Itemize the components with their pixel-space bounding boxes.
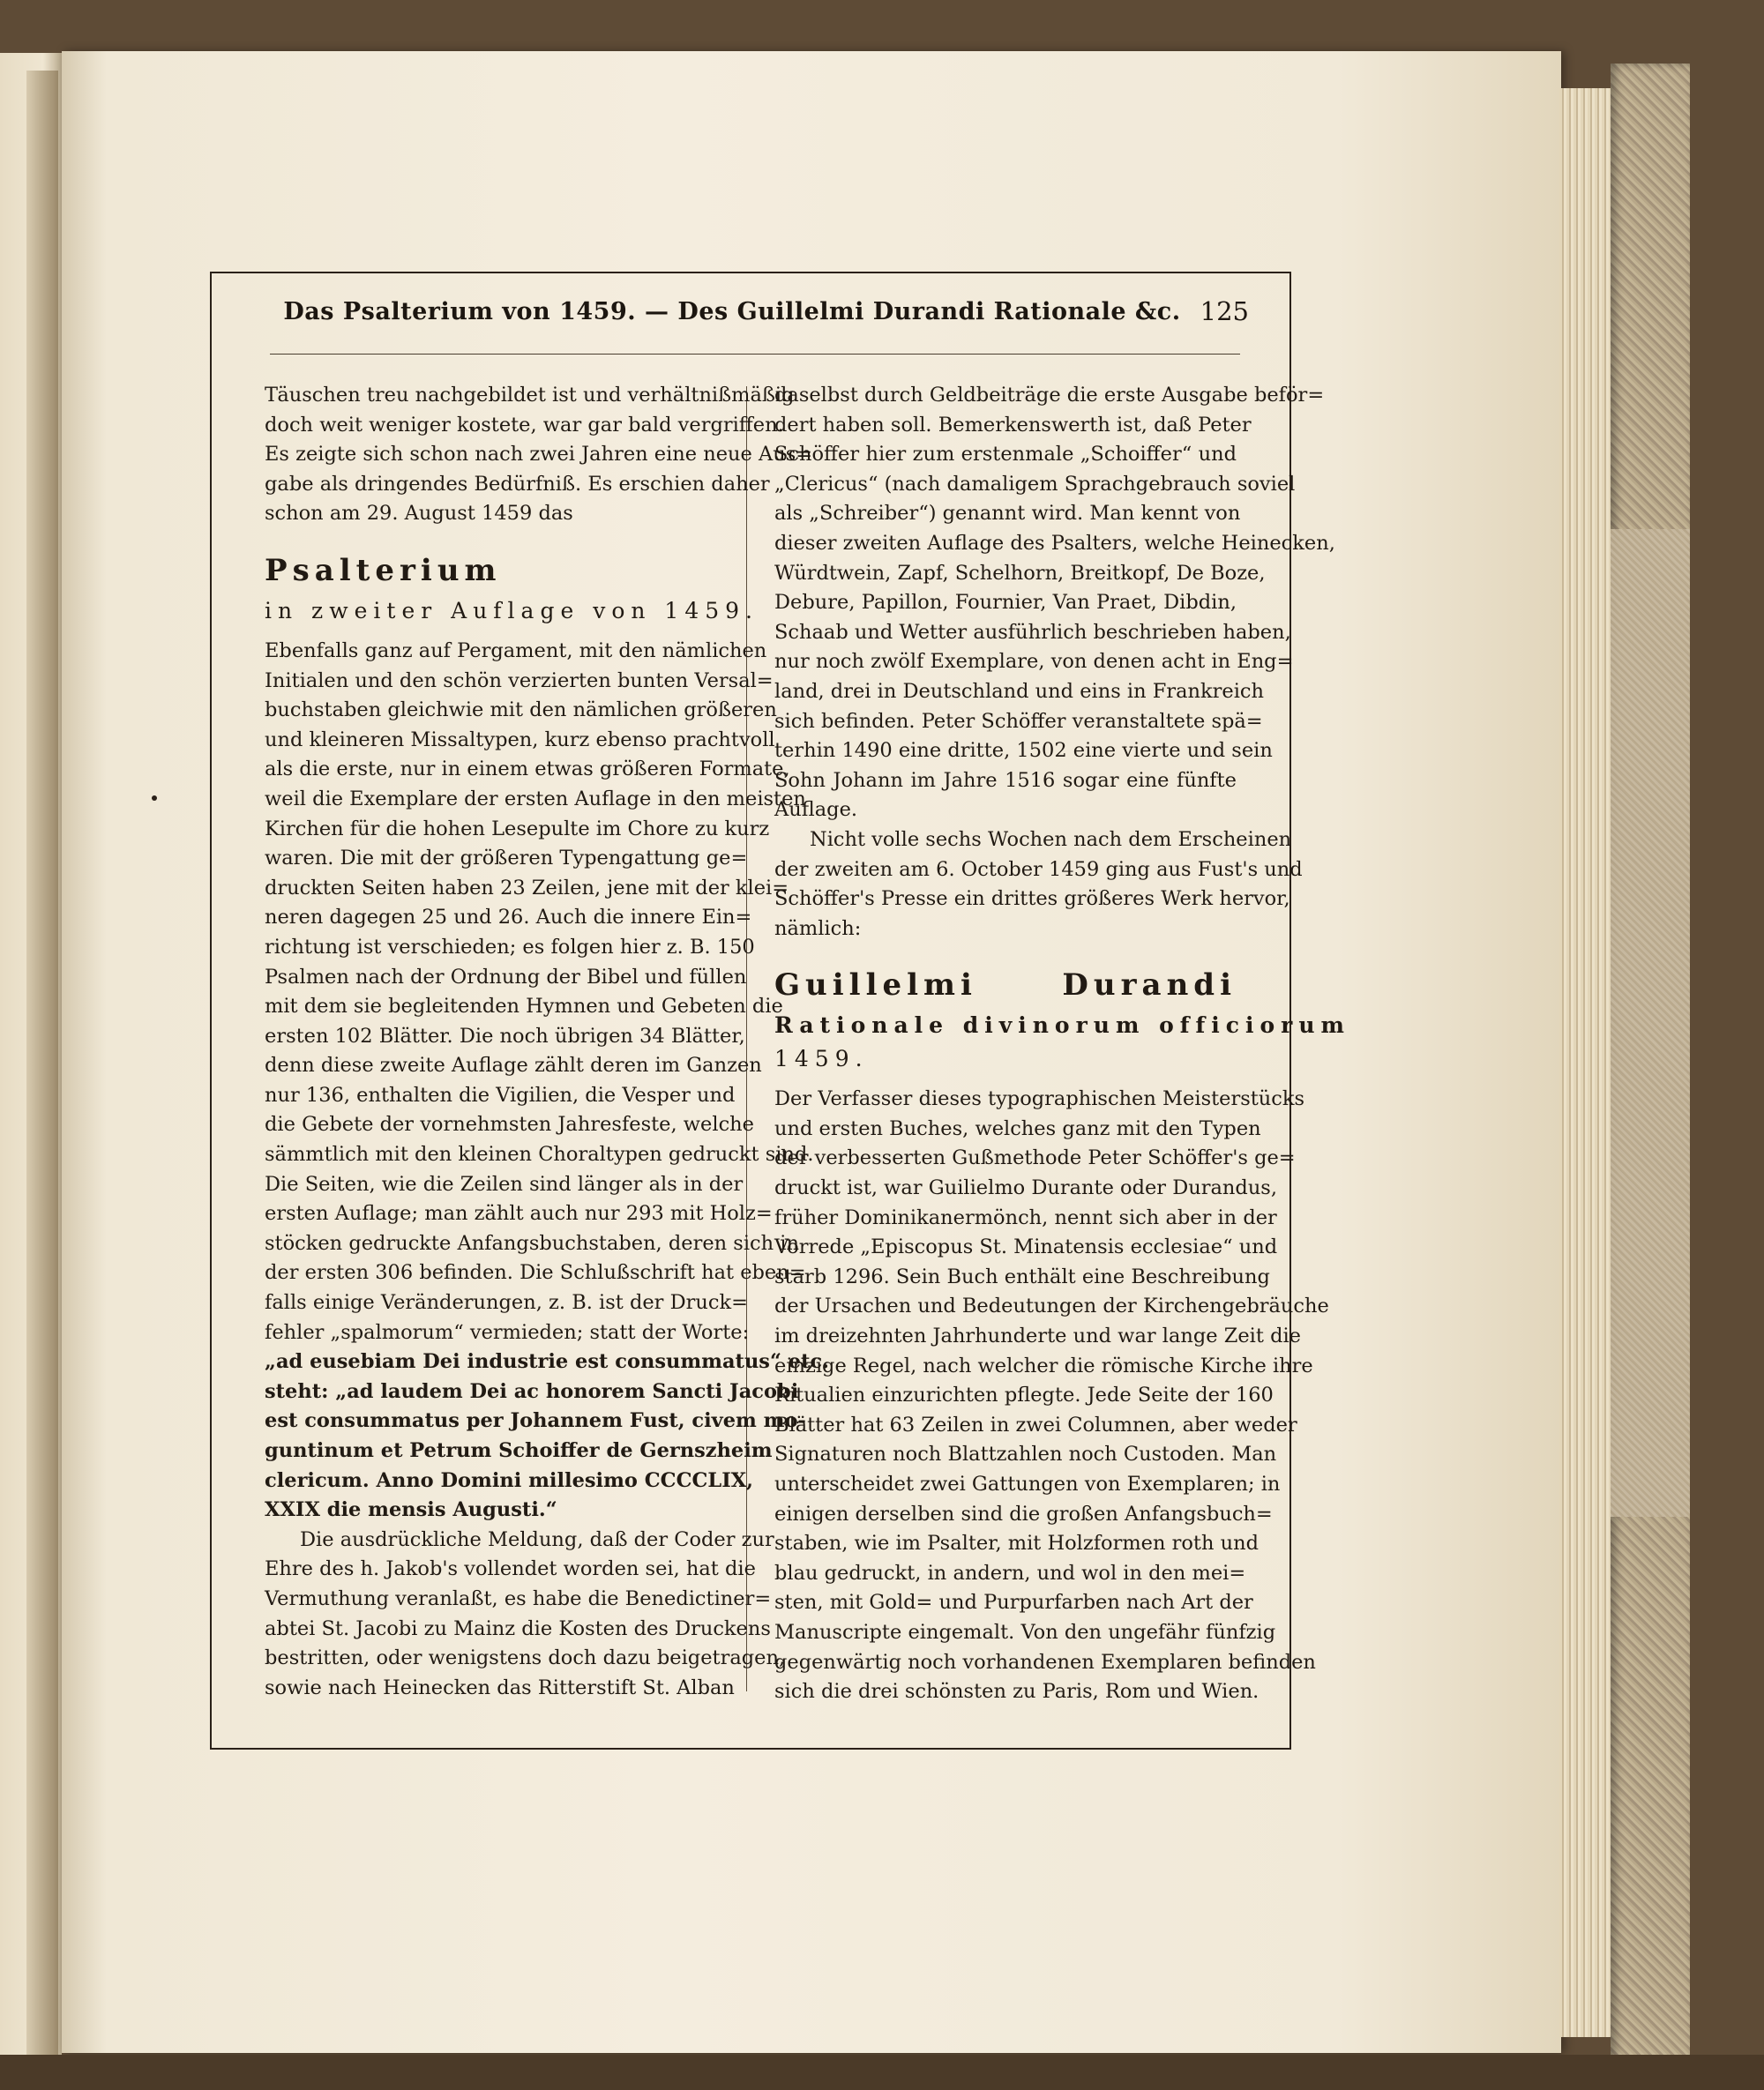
text-line: staben, wie im Psalter, mit Holzformen roth und bbox=[774, 1532, 1259, 1556]
right-paragraph-2 bbox=[774, 825, 1303, 944]
text-line: daselbst durch Geldbeiträge die erste Ausgabe beför= bbox=[774, 384, 1325, 407]
text-line: ersten Auflage; man zählt auch nur 293 mit Holz= bbox=[265, 1202, 773, 1226]
text-line: als die erste, nur in einem etwas größeren Formate, bbox=[265, 758, 790, 781]
text-line: mit dem sie begleitenden Hymnen und Gebeten die bbox=[265, 995, 783, 1019]
text-line: fehler „spalmorum“ vermieden; statt der Worte: bbox=[265, 1320, 750, 1344]
text-line: einzige Regel, nach welcher die römische Kirche ihre bbox=[774, 1354, 1313, 1377]
text-line: terhin 1490 eine dritte, 1502 eine vierte und sein bbox=[774, 739, 1273, 763]
text-line: einigen derselben sind die großen Anfangsbuch= bbox=[774, 1502, 1273, 1526]
text-line: sich die drei schönsten zu Paris, Rom und Wien. bbox=[774, 1680, 1259, 1704]
text-line: Schöffer hier zum erstenmale „Schoiffer“ und bbox=[774, 443, 1237, 467]
text-line: im dreizehnten Jahrhunderte und war lange Zeit die bbox=[774, 1325, 1301, 1348]
text-line: dieser zweiten Auflage des Psalters, welche Heinecken, bbox=[774, 531, 1335, 555]
text-line: der ersten 306 befinden. Die Schlußschrift hat eben= bbox=[265, 1261, 806, 1285]
text-line: Vorrede „Episcopus St. Minatensis ecclesiae“ und bbox=[774, 1235, 1278, 1259]
text-line: clericum. Anno Domini millesimo CCCCLIX, bbox=[265, 1468, 754, 1492]
text-line: est consummatus per Johannem Fust, civem mo- bbox=[265, 1409, 806, 1433]
text-line: ersten 102 Blätter. Die noch übrigen 34 Blätter, bbox=[265, 1024, 745, 1048]
spine-cloth-band bbox=[1611, 529, 1690, 1517]
text-line: sten, mit Gold= und Purpurfarben nach Art der bbox=[774, 1591, 1253, 1615]
text-line: doch weit weniger kostete, war gar bald vergriffen. bbox=[265, 413, 784, 437]
page-number: 125 bbox=[1200, 296, 1249, 326]
text-line: richtung ist verschieden; es folgen hier z. B. 150 bbox=[265, 935, 755, 959]
text-line: dert haben soll. Bemerkenswerth ist, daß Peter bbox=[774, 413, 1252, 437]
text-line: bestritten, oder wenigstens doch dazu beigetragen, bbox=[265, 1646, 786, 1670]
text-line: Manuscripte eingemalt. Von den ungefähr fünfzig bbox=[774, 1620, 1276, 1644]
text-line: Ebenfalls ganz auf Pergament, mit den nämlichen bbox=[265, 638, 767, 662]
text-line: nämlich: bbox=[774, 916, 862, 940]
text-line: Es zeigte sich schon nach zwei Jahren eine neue Aus= bbox=[265, 443, 813, 467]
text-line: waren. Die mit der größeren Typengattung ge= bbox=[265, 847, 748, 870]
left-page-edge bbox=[26, 71, 58, 2055]
heading-durandi-year: 1459. bbox=[774, 1046, 869, 1072]
text-line: die Gebete der vornehmsten Jahresfeste, welche bbox=[265, 1113, 754, 1137]
text-line: und ersten Buches, welches ganz mit den Typen bbox=[774, 1116, 1261, 1140]
running-title: Das Psalterium von 1459. — Des Guillelmi Durandi Rationale &c. bbox=[283, 298, 1181, 325]
text-line: Initialen und den schön verzierten bunten Versal= bbox=[265, 668, 774, 692]
text-line: Sohn Johann im Jahre 1516 sogar eine fünfte bbox=[774, 768, 1237, 792]
text-line: denn diese zweite Auflage zählt deren im Ganzen bbox=[265, 1054, 762, 1078]
text-line: Würdtwein, Zapf, Schelhorn, Breitkopf, De Boze, bbox=[774, 561, 1266, 585]
text-line: sowie nach Heinecken das Ritterstift St. Alban bbox=[265, 1676, 735, 1699]
text-line: weil die Exemplare der ersten Auflage in den meisten bbox=[265, 787, 806, 810]
text-line: nur 136, enthalten die Vigilien, die Vesper und bbox=[265, 1083, 736, 1107]
heading-psalterium-sub: in zweiter Auflage von 1459. bbox=[265, 597, 759, 623]
text-line: gabe als dringendes Bedürfniß. Es erschien daher bbox=[265, 472, 770, 496]
heading-durandi-sub: Rationale divinorum officiorum bbox=[774, 1012, 1350, 1039]
text-line: land, drei in Deutschland und eins in Frankreich bbox=[774, 679, 1264, 703]
text-line: starb 1296. Sein Buch enthält eine Beschreibung bbox=[774, 1265, 1270, 1288]
text-line: als „Schreiber“) genannt wird. Man kennt von bbox=[774, 502, 1241, 526]
text-line: Vermuthung veranlaßt, es habe die Benedictiner= bbox=[265, 1586, 772, 1610]
left-paragraph-1 bbox=[265, 381, 813, 529]
text-line: schon am 29. August 1459 das bbox=[265, 502, 573, 526]
text-line: und kleineren Missaltypen, kurz ebenso prachtvoll bbox=[265, 728, 775, 751]
left-column bbox=[265, 381, 829, 1703]
text-line: der zweiten am 6. October 1459 ging aus Fust's und bbox=[774, 857, 1303, 881]
text-line: Schaab und Wetter ausführlich beschrieben haben, bbox=[774, 620, 1291, 644]
text-line: falls einige Veränderungen, z. B. ist der Druck= bbox=[265, 1291, 748, 1315]
text-line: Schöffer's Presse ein drittes größeres Werk hervor, bbox=[774, 887, 1290, 911]
text-line: Auflage. bbox=[774, 798, 858, 822]
right-paragraph-1 bbox=[774, 381, 1335, 825]
text-line: Signaturen noch Blattzahlen noch Custoden. Man bbox=[774, 1443, 1277, 1467]
text-line: „ad eusebiam Dei industrie est consummatus“ etc. bbox=[265, 1350, 829, 1374]
text-line: buchstaben gleichwie mit den nämlichen größeren bbox=[265, 698, 777, 722]
text-line: steht: „ad laudem Dei ac honorem Sancti Jacobi bbox=[265, 1379, 799, 1403]
left-paragraph-3 bbox=[265, 1526, 786, 1704]
column-rule bbox=[746, 386, 747, 1691]
text-line: Kirchen für die hohen Lesepulte im Chore zu kurz bbox=[265, 817, 770, 840]
text-line: Ritualien einzurichten pflegte. Jede Seite der 160 bbox=[774, 1384, 1274, 1407]
page-stack-edge bbox=[1559, 88, 1611, 2037]
text-line: druckten Seiten haben 23 Zeilen, jene mit der klei= bbox=[265, 876, 789, 899]
header-rule bbox=[270, 354, 1240, 355]
text-line: Nicht volle sechs Wochen nach dem Erscheinen bbox=[810, 827, 1292, 851]
text-line: Die Seiten, wie die Zeilen sind länger als in der bbox=[265, 1172, 744, 1196]
text-line: Die ausdrückliche Meldung, daß der Coder zur bbox=[300, 1527, 774, 1551]
text-line: „Clericus“ (nach damaligem Sprachgebrauch soviel bbox=[774, 472, 1296, 496]
text-line: nur noch zwölf Exemplare, von denen acht in Eng= bbox=[774, 650, 1294, 674]
text-line: abtei St. Jacobi zu Mainz die Kosten des Druckens bbox=[265, 1616, 771, 1640]
text-line: Blätter hat 63 Zeilen in zwei Columnen, aber weder bbox=[774, 1413, 1297, 1437]
right-paragraph-3 bbox=[774, 1085, 1329, 1706]
text-line: neren dagegen 25 und 26. Auch die innere Ein= bbox=[265, 906, 752, 929]
text-line: Debure, Papillon, Fournier, Van Praet, Dibdin, bbox=[774, 591, 1237, 615]
text-line: XXIX die mensis Augusti.“ bbox=[265, 1498, 557, 1522]
right-column bbox=[774, 381, 1350, 1707]
text-line: sämmtlich mit den kleinen Choraltypen gedruckt sind. bbox=[265, 1143, 814, 1167]
text-line: Täuschen treu nachgebildet ist und verhältnißmäßig bbox=[265, 384, 795, 407]
text-line: der Ursachen und Bedeutungen der Kirchengebräuche bbox=[774, 1295, 1329, 1318]
text-line: blau gedruckt, in andern, und wol in den mei= bbox=[774, 1561, 1246, 1585]
text-line: druckt ist, war Guilielmo Durante oder Durandus, bbox=[774, 1176, 1278, 1200]
text-line: gegenwärtig noch vorhandenen Exemplaren befinden bbox=[774, 1650, 1316, 1674]
table-surface bbox=[0, 2055, 1764, 2090]
text-line: Der Verfasser dieses typographischen Meisterstücks bbox=[774, 1087, 1305, 1111]
text-line: Psalmen nach der Ordnung der Bibel und füllen bbox=[265, 965, 747, 989]
text-line: unterscheidet zwei Gattungen von Exemplaren; in bbox=[774, 1473, 1281, 1496]
page-mark-dot bbox=[152, 795, 157, 801]
text-line: stöcken gedruckte Anfangsbuchstaben, deren sich in bbox=[265, 1231, 799, 1255]
text-line: guntinum et Petrum Schoiffer de Gernszheim bbox=[265, 1439, 773, 1462]
heading-durandi: Guillelmi Durandi bbox=[774, 967, 1237, 1004]
text-line: früher Dominikanermönch, nennt sich aber in der bbox=[774, 1205, 1277, 1229]
text-line: Ehre des h. Jakob's vollendet worden sei, hat die bbox=[265, 1557, 756, 1581]
text-line: sich befinden. Peter Schöffer veranstaltete spä= bbox=[774, 709, 1263, 733]
text-line: der verbesserten Gußmethode Peter Schöffer's ge= bbox=[774, 1146, 1296, 1170]
heading-psalterium: Psalterium bbox=[265, 552, 502, 588]
